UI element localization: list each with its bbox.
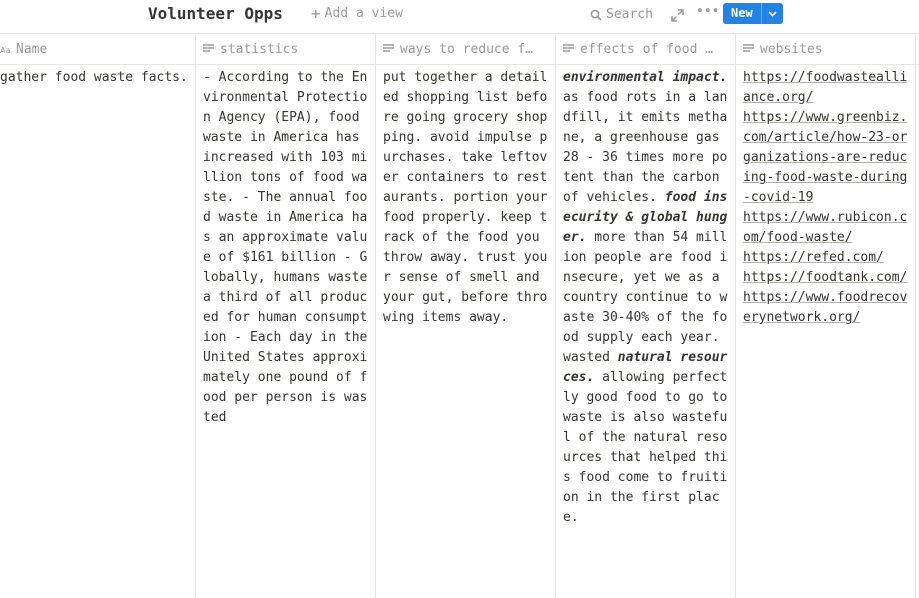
new-button[interactable]: [723, 3, 783, 24]
effect-text: allowing perfectly good food to go to waste is also wasteful of the natural resources that helped this food come to fruition in the first place.: [563, 370, 728, 525]
column-header-label: statistics: [220, 41, 299, 57]
cell-text: gather food waste facts.: [0, 70, 188, 85]
cell-ways-to-reduce[interactable]: [376, 65, 556, 598]
new-button-label: New: [731, 6, 753, 20]
chevron-down-icon: [768, 11, 777, 17]
search-icon: [590, 9, 602, 21]
svg-text:Aa: Aa: [0, 46, 11, 54]
text-property-icon: [563, 44, 574, 54]
column-header-ways-to-reduce[interactable]: [376, 34, 556, 64]
column-header-label: Name: [16, 41, 48, 57]
add-view-button[interactable]: [311, 3, 403, 23]
column-header-label: effects of food …: [580, 41, 714, 57]
website-link[interactable]: https://www.rubicon.com/food-waste/: [743, 210, 908, 245]
cell-effects[interactable]: [556, 65, 736, 598]
text-property-icon: [743, 44, 754, 54]
cell-text: - According to the Environmental Protection Agency (EPA), food waste in America has increased with 103 million tons of food waste. - The annual food waste in America has an approximate value of $161 billion - Globally, humans waste a third of all produced for human consumption - Each day in the United States approximately one pound of food per person is wasted: [203, 70, 368, 425]
cell-statistics[interactable]: [196, 65, 376, 598]
cell-name[interactable]: [0, 65, 196, 598]
column-header-statistics[interactable]: [196, 34, 376, 64]
effect-heading: environmental impact.: [563, 70, 728, 85]
search-label: Search: [606, 7, 653, 22]
website-link[interactable]: https://www.foodrecoverynetwork.org/: [743, 290, 908, 325]
text-property-icon: [383, 44, 394, 54]
website-link[interactable]: https://foodtank.com/: [743, 270, 908, 285]
new-dropdown-toggle[interactable]: [761, 3, 783, 24]
effect-heading: natural resources.: [563, 350, 728, 385]
title-icon: [0, 44, 12, 54]
expand-icon: [671, 9, 684, 22]
website-link[interactable]: https://www.greenbiz.com/article/how-23-organizations-are-reducing-food-waste-during-covid-19: [743, 110, 908, 205]
website-link[interactable]: https://refed.com/: [743, 250, 884, 265]
effect-text: more than 54 million people are food insecure, yet we as a country continue to waste 30-40% of the food supply each year. wasted: [563, 230, 728, 365]
more-options-button[interactable]: [696, 4, 719, 19]
cell-text: put together a detailed shopping list before going grocery shopping. avoid impulse purchases. take leftover containers to restaurants. portion your food properly. keep track of the food you throw away. trust your sense of smell and your gut, before throwing items away.: [383, 70, 548, 325]
search-button[interactable]: [590, 7, 653, 22]
table-row[interactable]: [0, 65, 919, 598]
effect-heading: food insecurity & global hunger.: [563, 190, 728, 245]
column-header-effects[interactable]: [556, 34, 736, 64]
column-header-websites[interactable]: [736, 34, 916, 64]
website-link[interactable]: https://foodwastealliance.org/: [743, 70, 908, 105]
column-header-name[interactable]: [0, 34, 196, 64]
plus-icon: +: [311, 3, 321, 23]
add-view-label: Add a view: [324, 6, 403, 21]
column-header-label: ways to reduce f…: [400, 41, 534, 57]
expand-button[interactable]: [671, 7, 684, 26]
more-icon: •••: [696, 4, 720, 19]
table-header: [0, 34, 919, 65]
top-bar: [0, 0, 919, 34]
effect-text: as food rots in a landfill, it emits methane, a greenhouse gas 28 - 36 times more potent than the carbon of vehicles.: [563, 90, 728, 205]
text-property-icon: [203, 44, 214, 54]
database-title[interactable]: Volunteer Opps: [148, 4, 283, 23]
cell-websites[interactable]: [736, 65, 916, 598]
column-header-label: websites: [760, 41, 823, 57]
